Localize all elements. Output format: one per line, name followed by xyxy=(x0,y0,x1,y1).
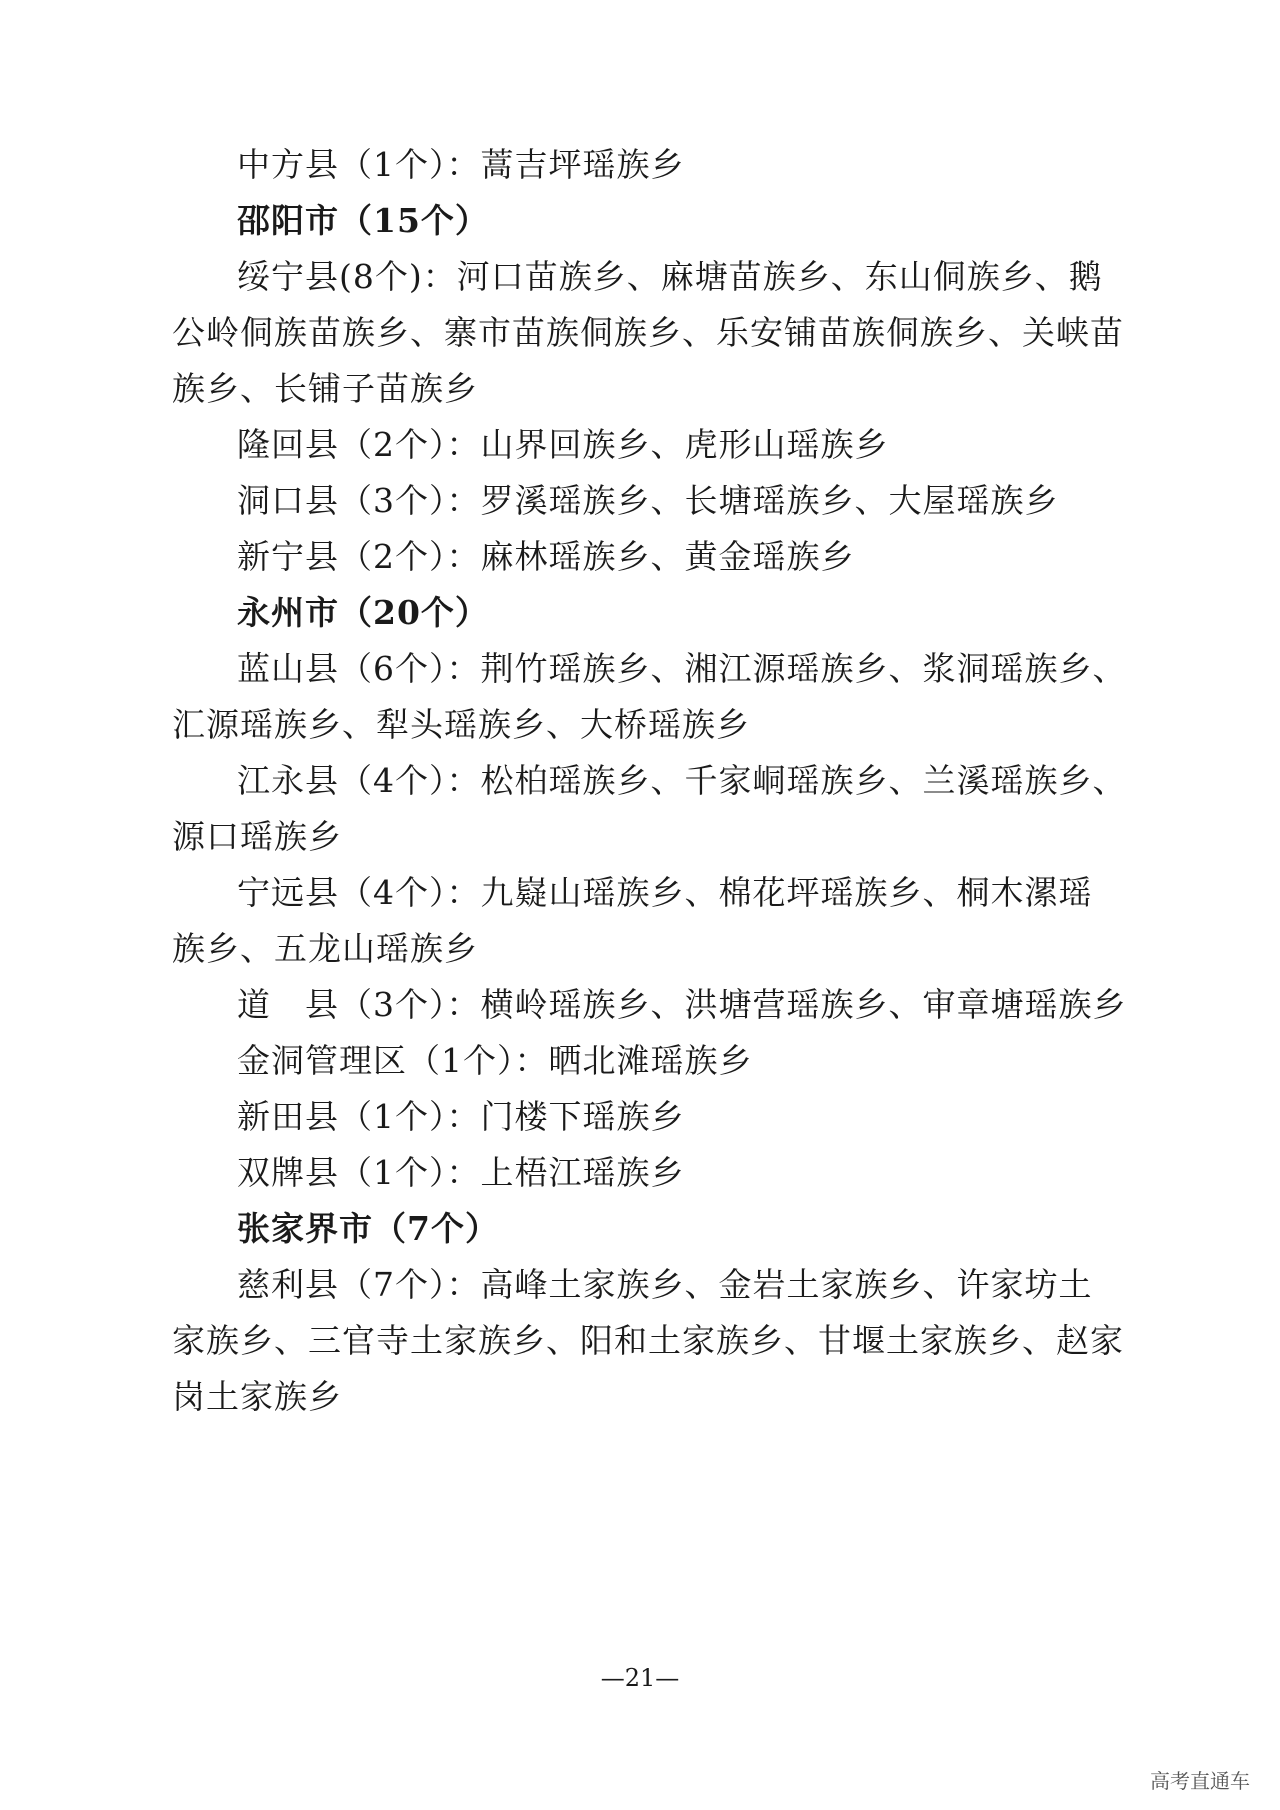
watermark: 高考直通车 xyxy=(1150,1769,1250,1793)
jindong-district-line: 金洞管理区（1个）：晒北滩瑶族乡 xyxy=(237,1041,753,1080)
ningyuan-county-continuation: 族乡、五龙山瑶族乡 xyxy=(172,929,478,968)
ningyuan-county-line: 宁远县（4个）：九嶷山瑶族乡、棉花坪瑶族乡、桐木漯瑶 xyxy=(237,873,1093,912)
dao-county-line: 道 县（3个）：横岭瑶族乡、洪塘营瑶族乡、审章塘瑶族乡 xyxy=(237,985,1127,1024)
lanshan-county-continuation: 汇源瑶族乡、犁头瑶族乡、大桥瑶族乡 xyxy=(172,705,750,744)
shaoyang-city-heading: 邵阳市（15个） xyxy=(237,201,489,240)
suining-county-continuation: 族乡、长铺子苗族乡 xyxy=(172,369,478,408)
shuangpai-county-line: 双牌县（1个）：上梧江瑶族乡 xyxy=(237,1153,685,1192)
jiangyong-county-line: 江永县（4个）：松柏瑶族乡、千家峒瑶族乡、兰溪瑶族乡、 xyxy=(237,761,1127,800)
xinning-county-line: 新宁县（2个）：麻林瑶族乡、黄金瑶族乡 xyxy=(237,537,855,576)
jiangyong-county-continuation: 源口瑶族乡 xyxy=(172,817,342,856)
zhangjiajie-city-heading: 张家界市（7个） xyxy=(237,1209,499,1248)
dongkou-county-line: 洞口县（3个）：罗溪瑶族乡、长塘瑶族乡、大屋瑶族乡 xyxy=(237,481,1059,520)
lanshan-county-line: 蓝山县（6个）：荆竹瑶族乡、湘江源瑶族乡、浆洞瑶族乡、 xyxy=(237,649,1127,688)
cili-county-continuation: 家族乡、三官寺土家族乡、阳和土家族乡、甘堰土家族乡、赵家 xyxy=(172,1321,1124,1360)
cili-county-line: 慈利县（7个）：高峰土家族乡、金岩土家族乡、许家坊土 xyxy=(237,1265,1093,1304)
xintian-county-line: 新田县（1个）：门楼下瑶族乡 xyxy=(237,1097,685,1136)
longhui-county-line: 隆回县（2个）：山界回族乡、虎形山瑶族乡 xyxy=(237,425,889,464)
zhongfang-county-line: 中方县（1个）：蒿吉坪瑶族乡 xyxy=(237,145,685,184)
suining-county-line: 绥宁县(8个)：河口苗族乡、麻塘苗族乡、东山侗族乡、鹅 xyxy=(237,257,1103,296)
page-number: —21— xyxy=(600,1664,680,1692)
yongzhou-city-heading: 永州市（20个） xyxy=(237,593,489,632)
cili-county-continuation: 岗土家族乡 xyxy=(172,1377,342,1416)
suining-county-continuation: 公岭侗族苗族乡、寨市苗族侗族乡、乐安铺苗族侗族乡、关峡苗 xyxy=(172,313,1124,352)
